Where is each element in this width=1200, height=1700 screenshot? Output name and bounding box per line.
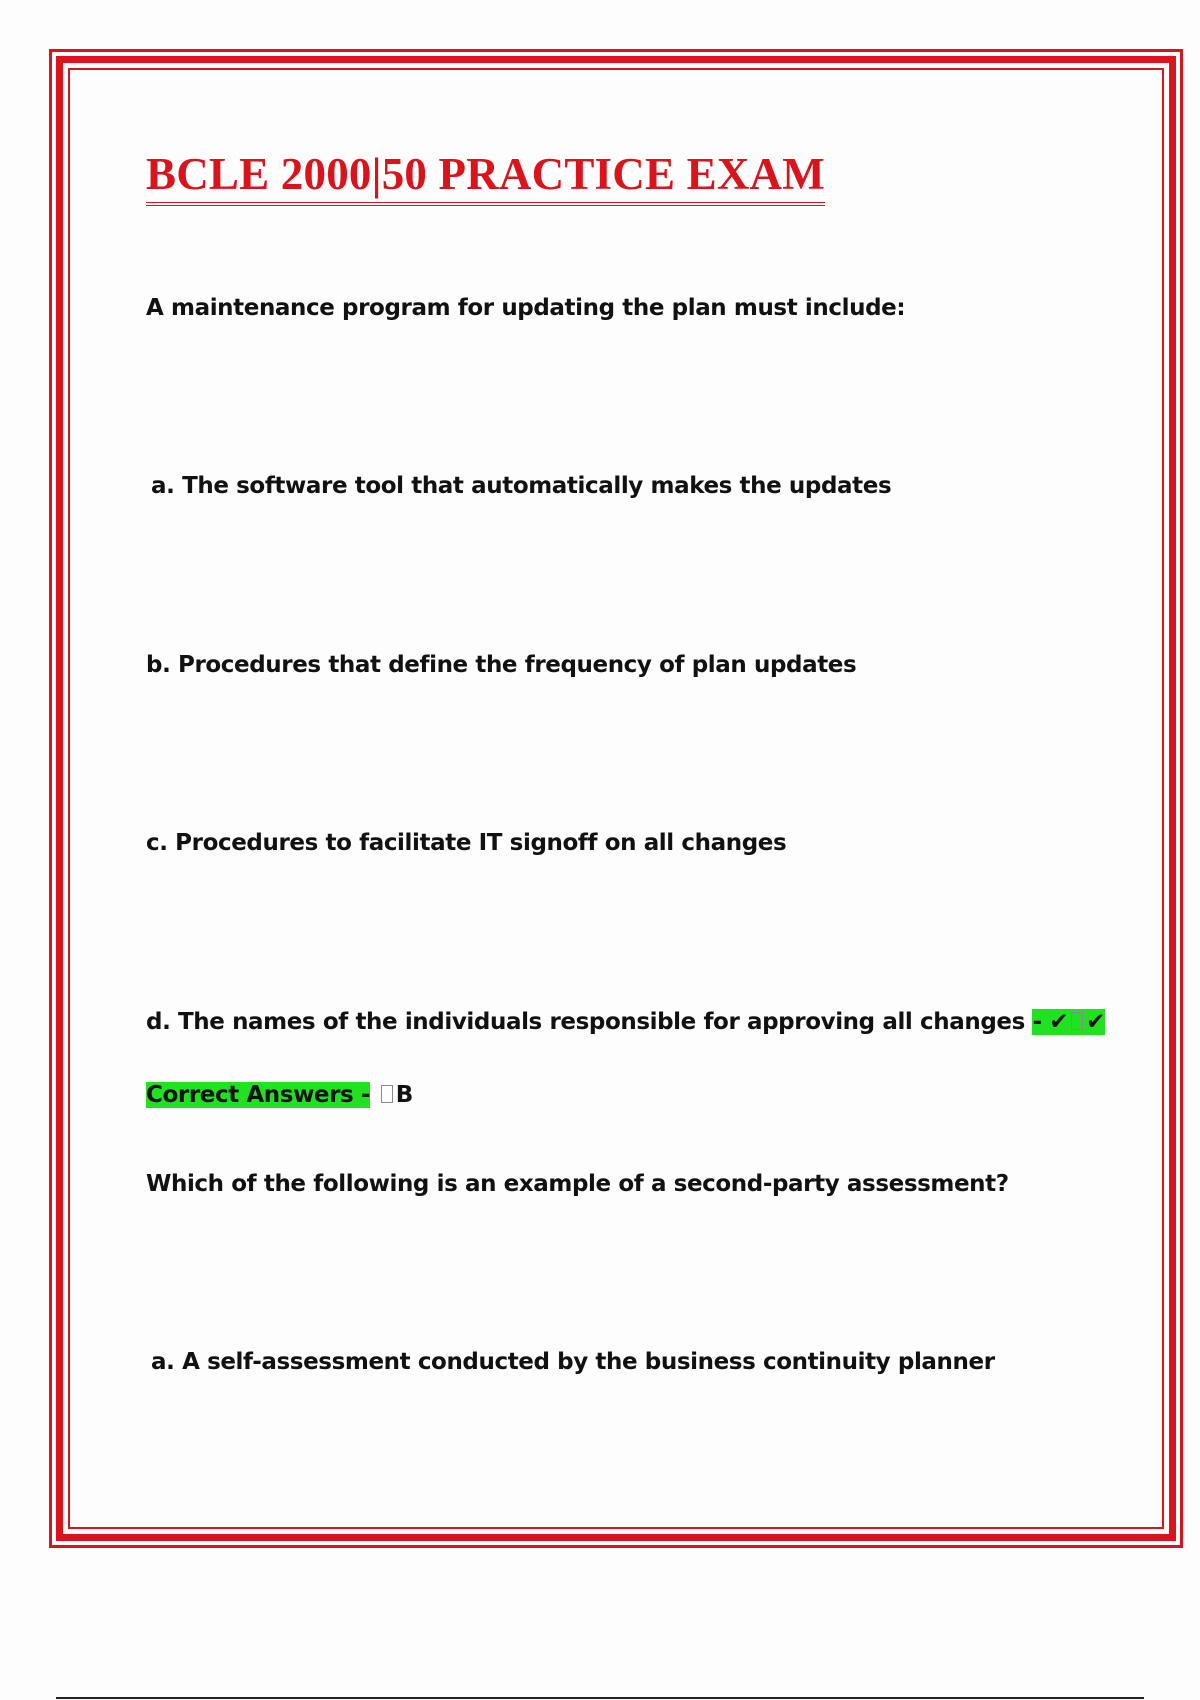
question-2-option-a: a. A self-assessment conducted by the business continuity planner <box>151 1349 995 1375</box>
question-1-option-a: a. The software tool that automatically makes the updates <box>151 473 892 499</box>
check-mark-icon: ✔ <box>1049 1009 1069 1035</box>
correct-answers-label: Correct Answers - <box>146 1082 371 1108</box>
correct-answers-row <box>146 1079 413 1111</box>
answer-marker-dash: - <box>1032 1009 1042 1035</box>
missing-glyph-box-icon <box>1071 1012 1083 1030</box>
question-2-prompt: Which of the following is an example of a second-party assessment? <box>146 1171 1009 1197</box>
correct-answer-value: B <box>395 1082 413 1108</box>
question-1-prompt: A maintenance program for updating the plan must include: <box>146 295 906 321</box>
missing-glyph-box-icon <box>381 1085 393 1103</box>
footer-divider <box>56 1697 1144 1699</box>
check-mark-icon: ✔ <box>1086 1009 1105 1035</box>
question-1-option-d: d. The names of the individuals responsible for approving all changes <box>146 1009 1025 1035</box>
question-1-option-d-row <box>146 1006 1105 1038</box>
question-1-option-c: c. Procedures to facilitate IT signoff on all changes <box>146 830 787 856</box>
page-border-inner <box>68 68 1164 1529</box>
document-title: BCLE 2000|50 PRACTICE EXAM <box>146 146 825 206</box>
question-1-option-b: b. Procedures that define the frequency of plan updates <box>146 652 857 678</box>
answer-marker-highlight <box>1032 1009 1105 1035</box>
